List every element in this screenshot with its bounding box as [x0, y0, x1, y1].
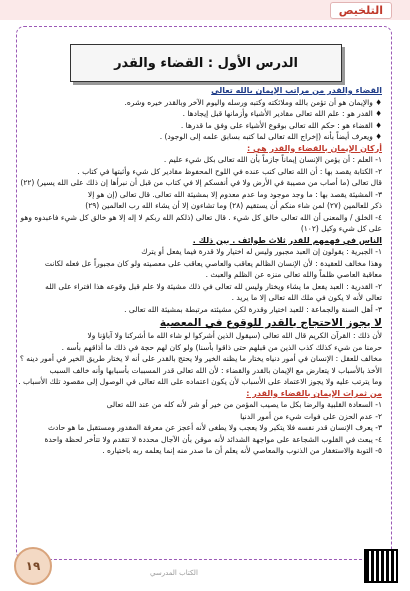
text-line: ٣- يعرف الإنسان قدر نفسه فلا يتكبر ولا يعجب ولا يطغى لأنه أعجز عن معرفة المقدور ومستقبل ما هو حادث: [47, 423, 382, 433]
text-line: ١- الجبرية : يقولون إن العبد مجبور وليس له اختيار ولا قدرة فيما يفعل أو يترك: [141, 247, 382, 256]
text-line: ٢- القدرية : العبد يفعل ما يشاء ويختار وليس لله تعالى في ذلك مشيئة ولا علم قبل وقوعه هذا افتراء على الله: [45, 281, 382, 291]
text-line: ٣- المشيئة يقصد بها : ما وجد موجود وما عدم معدوم إلا بمشيئة الله تعالى. قال تعالى (إن هو إلا: [87, 189, 382, 199]
text-line: ١- السعادة القلبية والرضا بكل ما يصيب المؤمن من خير أو شر لأنه كله من عند الله تعالى: [106, 400, 382, 410]
text-line: على كل شيء وكيل (١٠٢): [300, 224, 382, 233]
qr-code-icon: [364, 549, 398, 583]
summary-label: التلخيص: [330, 2, 392, 19]
lesson-title: الدرس الأول : القضاء والقدر: [70, 44, 342, 82]
text-line: مخالف للعقل : الإنسان في أمور دنياه يختار ما يظنه الخير ولا يحتج بالقدر على أنه لا يختار طريق الخير في أمور دينه ؟: [19, 354, 382, 364]
text-line: ♦ القدر هو : علم الله تعالى مقادير الأشياء وأزمانها قبل إيجادها .: [182, 109, 382, 118]
text-line: قال تعالى (ما أصاب من مصيبة في الأرض ولا في أنفسكم إلا في كتاب من قبل أن نبرأها إن ذلك على الله يسير) (٢٢): [20, 178, 382, 187]
text-line: ١- العلم : أن يؤمن الإنسان إيماناً جازماً بأن الله تعالى بكل شيء عليم .: [163, 155, 382, 164]
text-line: ذكر للعالمين (٢٧) لمن شاء منكم أن يستقيم (٢٨) وما تشاءون إلا أن يشاء الله رب العالمين (٢٩): [85, 201, 382, 210]
text-line: أركان الإيمان بالقضاء والقدر هي :: [247, 143, 382, 153]
text-line: وهذا مخالف للعقيدة : لأن الإنسان الظالم يعاقب والعاصي يعاقب على معصيته ولو كان مجبوراً عل فعله لكانت: [44, 258, 382, 268]
lesson-content: [18, 86, 382, 458]
text-line: ٤- يبعث في القلوب الشجاعة على مواجهة الشدائد لأنه موقن بأن الآجال محددة لا تتقدم ولا تتأخر لحظة واحدة: [44, 434, 382, 444]
text-line: معاقبة العاصي ظلماً والله تعالى منزه عن الظلم والعبث .: [205, 270, 382, 279]
text-line: الأخذ بالأسباب لا يتعارض مع الإيمان بالقدر والقضاء : لأن الله تعالى قدر المسببات بأسبابها وأنه خالف السبب: [49, 365, 382, 375]
text-line: ♦ ويعرف أيضاً بأنه (إخراج الله تعالى لما كتبه بسابق علمه إلى الوجود) .: [159, 132, 382, 141]
text-line: القضاء والقدر من مراتب الإيمان بالله تعالى: [211, 86, 382, 95]
text-line: ٢- عدم الحزن على فوات شيء من أمور الدنيا: [240, 411, 382, 421]
text-line: ٣- أهل السنة والجماعة : للعبد اختيار وقدرة لكن مشيئته مرتبطة بمشيئة الله تعالى .: [124, 304, 382, 314]
text-line: ٥- التوبة والاستغفار من الذنوب والمعاصي لأنه يعلم أن ما صدر منه إنما يعلمه ربه باختياره .: [102, 446, 382, 456]
text-line: ٢- الكتابة يقصد بها : أن الله تعالى كتب عنده في اللوح المحفوظ مقادير كل شيء وأثبتها في كتاب .: [77, 166, 382, 176]
text-line: الناس في فهمهم للقدر ثلاث طوائف . بين ذلك .: [192, 235, 382, 245]
text-line: لأن ذلك : القرآن الكريم قال الله تعالى (سيقول الذين أشركوا لو شاء الله ما أشركنا ولا آباؤنا ولا: [87, 331, 382, 341]
text-line: ♦ والإيمان هو أن تؤمن بالله وملائكته وكتبه ورسله واليوم الآخر وبالقدر خيره وشره.: [124, 97, 382, 107]
text-line: ♦ القضاء هو : حكم الله تعالى بوقوع الأشياء على وفق ما قدرها .: [180, 120, 382, 130]
text-line: وما يترتب عليه ولا يجوز الاعتماد على الأسباب لأن يكون اعتماده على الله تعالى في الوصول إلى مقصود تلك الأسباب .: [18, 377, 382, 387]
text-line: حرمنا من شيء كذلك كذب الذين من قبلهم حتى ذاقوا بأسنا) ولو كان لهم حجة في ذلك ما أذاقهم بأسه .: [61, 342, 382, 352]
text-line: ٤- الخلق / والمعنى أن الله تعالى خالق كل شيء . قال تعالى (ذلكم الله ربكم لا إله إلا هو خالق كل شيء فاعبدوه وهو: [20, 212, 382, 222]
text-line: تعالى لأنه لا يكون في ملك الله تعالى إلا ما يريد .: [231, 293, 382, 302]
top-banner: [0, 0, 410, 20]
publisher-footer: الكتاب المدرسي: [150, 569, 198, 577]
section-heading: لا يجوز الاحتجاج بالقدر للوقوع في المعصية: [159, 317, 382, 329]
text-line: من ثمرات الإيمان بالقضاء والقدر :: [246, 388, 382, 398]
page-number: ١٩: [14, 547, 52, 585]
